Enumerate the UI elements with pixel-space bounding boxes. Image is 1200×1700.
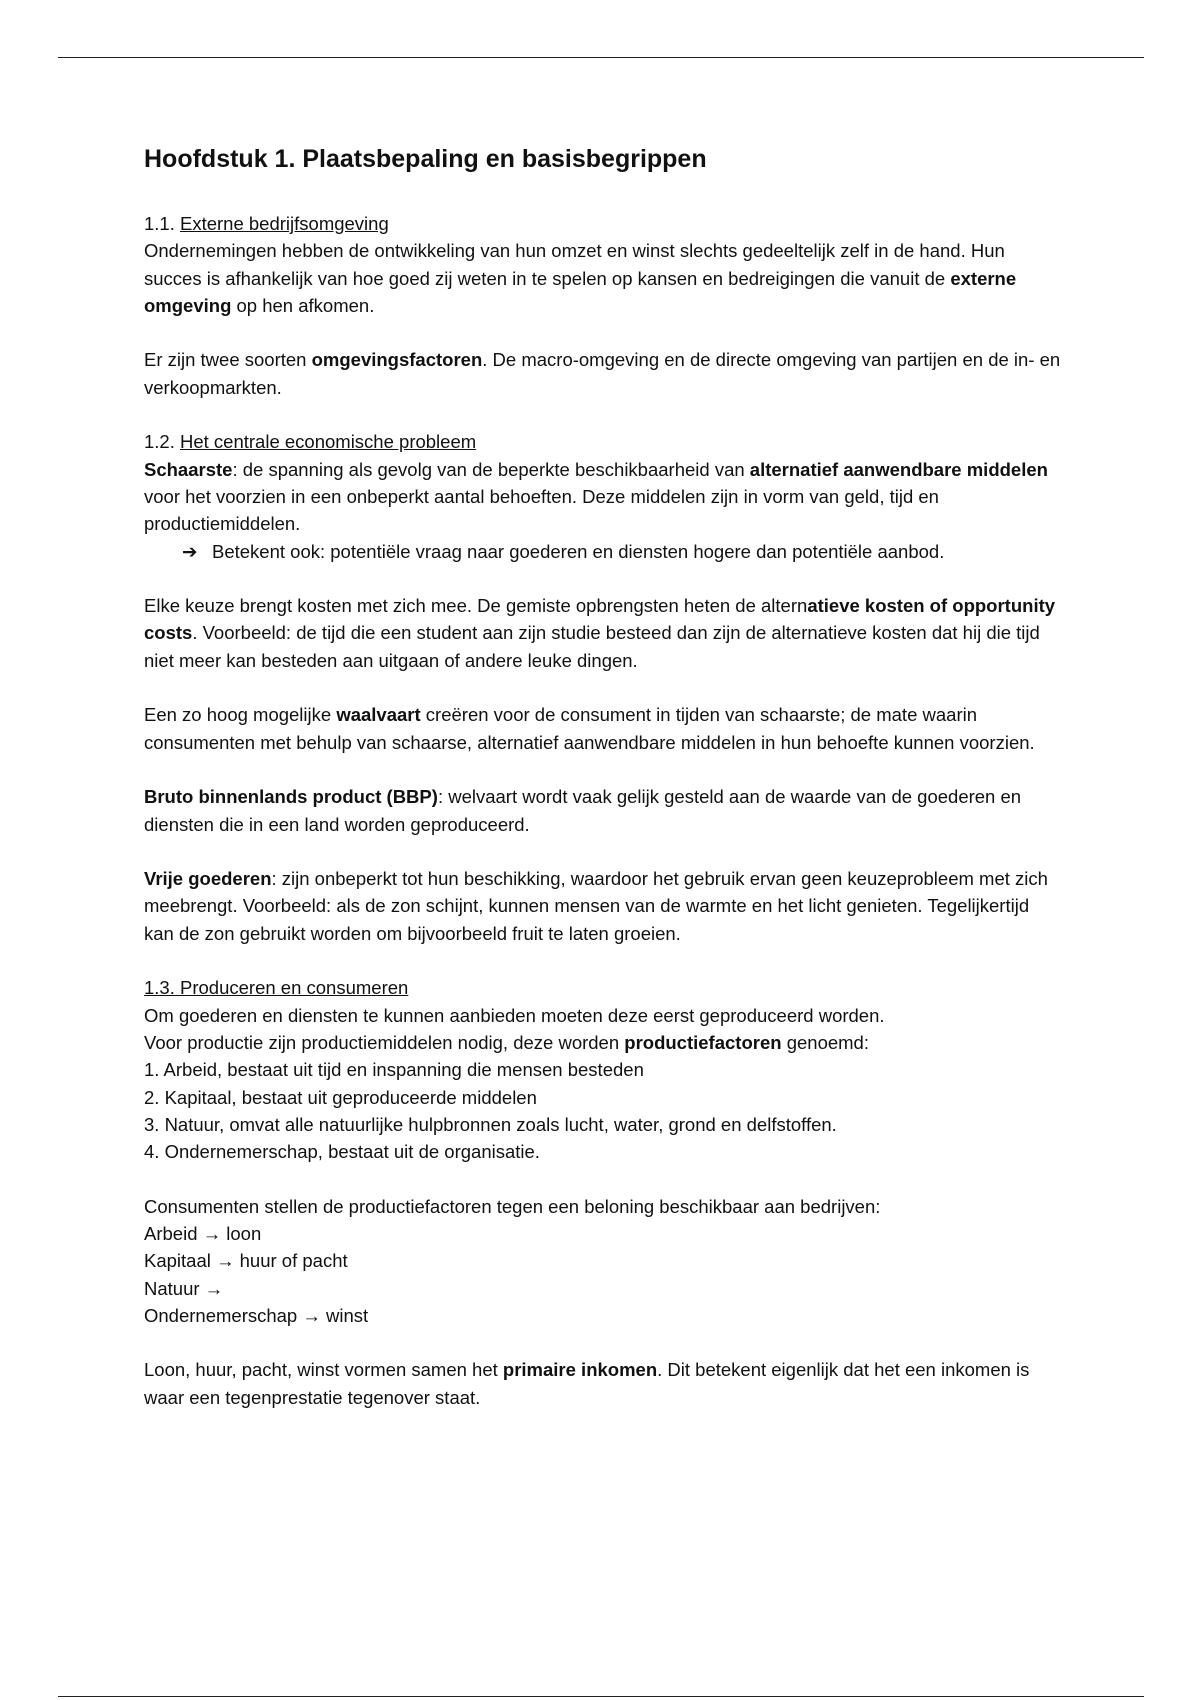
section-1-3	[144, 974, 1064, 1411]
text-run: genoemd:	[781, 1031, 869, 1053]
text-run: Elke keuze brengt kosten met zich mee. De gemiste opbrengsten heten de altern	[144, 595, 808, 617]
bold-term: Vrije goederen	[144, 868, 272, 890]
arrow-bullet	[144, 538, 1064, 565]
section-heading	[144, 428, 1064, 455]
bold-term: Bruto binnenlands product (BBP)	[144, 786, 438, 808]
arrow-icon: →	[202, 1222, 222, 1244]
factor-label: Ondernemerschap	[144, 1304, 298, 1326]
text-run: Loon, huur, pacht, winst vormen samen het	[144, 1359, 503, 1381]
bold-term: atieve kosten of opportunity costs	[144, 595, 1056, 644]
reward-row	[144, 1220, 1064, 1247]
factor-label: Natuur	[144, 1277, 200, 1299]
bold-term: primaire inkomen	[502, 1359, 658, 1381]
paragraph-line	[144, 1029, 1064, 1056]
paragraph	[144, 701, 1064, 756]
reward-label: loon	[226, 1222, 262, 1244]
factor-label: Arbeid	[144, 1222, 198, 1244]
text-run: op hen afkomen.	[231, 294, 375, 316]
paragraph	[144, 1356, 1064, 1411]
list-item: 1. Arbeid, bestaat uit tijd en inspanning die mensen besteden	[144, 1059, 644, 1081]
bold-term: omgevingsfactoren	[311, 349, 483, 371]
chapter-title: Hoofdstuk 1. Plaatsbepaling en basisbegrippen	[144, 145, 707, 173]
paragraph	[144, 237, 1064, 319]
paragraph	[144, 346, 1064, 401]
text-run: . De macro-omgeving en de directe omgeving van partijen en de in- en verkoopmarkten.	[144, 349, 1061, 398]
reward-row	[144, 1247, 1064, 1274]
arrow-icon: →	[302, 1304, 321, 1326]
reward-row	[144, 1275, 1064, 1302]
section-1-1	[144, 210, 1064, 401]
paragraph	[144, 456, 1064, 538]
reward-label: winst	[326, 1304, 369, 1326]
list-item: 3. Natuur, omvat alle natuurlijke hulpbronnen zoals lucht, water, grond en delfstoffen.	[144, 1113, 837, 1135]
text-run: : welvaart wordt vaak gelijk gesteld aan de waarde van de goederen en diensten die in een land worden geproduceerd.	[144, 786, 1022, 835]
bullet-text: Betekent ook: potentiële vraag naar goederen en diensten hogere dan potentiële aanbod.	[212, 540, 945, 562]
text-run: voor het voorzien in een onbeperkt aantal behoeften. Deze middelen zijn in vorm van geld, tijd en productiemiddelen.	[144, 485, 939, 535]
text-run: Er zijn twee soorten	[144, 349, 312, 371]
section-number: 1.1.	[144, 213, 180, 234]
arrow-icon: →	[216, 1250, 235, 1272]
reward-row	[144, 1302, 1064, 1329]
text-run: : zijn onbeperkt tot hun beschikking, waardoor het gebruik ervan geen keuzeprobleem met zich meebrengt. Voorbeeld: als de zon schijnt, kunnen mensen van de warmte en het licht genieten. Tegelijkertijd kan de zon gebruikt worden om bijvoorbeeld fruit te laten groeien.	[144, 868, 1048, 944]
section-1-2	[144, 428, 1064, 947]
section-heading	[144, 210, 1064, 237]
paragraph-line: Om goederen en diensten te kunnen aanbieden moeten deze eerst geproduceerd worden.	[144, 1004, 885, 1026]
bold-term: alternatief aanwendbare middelen	[749, 458, 1048, 480]
text-run: Een zo hoog mogelijke	[144, 704, 337, 726]
section-title: Het centrale economische probleem	[180, 431, 477, 453]
arrow-icon: ➔	[182, 540, 198, 562]
rewards-intro: Consumenten stellen de productiefactoren tegen een beloning beschikbaar aan bedrijven:	[144, 1195, 881, 1217]
header-rule	[58, 57, 1144, 58]
text-run: Ondernemingen hebben de ontwikkeling van hun omzet en winst slechts gedeeltelijk zelf in de hand. Hun succes is afhankelijk van hoe goed zij weten in te spelen op kansen en bedreigingen die vanuit de	[144, 240, 1005, 289]
reward-label: huur of pacht	[239, 1250, 348, 1272]
paragraph	[144, 592, 1064, 674]
bold-term: externe omgeving	[144, 267, 1017, 316]
bold-term: waalvaart	[336, 704, 421, 726]
list-item: 2. Kapitaal, bestaat uit geproduceerde middelen	[144, 1086, 537, 1108]
footer-rule	[58, 1696, 1144, 1697]
bold-term: Schaarste	[144, 458, 233, 480]
paragraph	[144, 865, 1064, 947]
text-run: Voor productie zijn productiemiddelen nodig, deze worden	[144, 1031, 625, 1053]
section-title: 1.3. Produceren en consumeren	[144, 977, 409, 999]
bold-term: productiefactoren	[624, 1031, 782, 1053]
paragraph	[144, 783, 1064, 838]
section-number: 1.2.	[144, 431, 180, 453]
arrow-icon: →	[204, 1277, 224, 1299]
section-title: Externe bedrijfsomgeving	[180, 213, 389, 234]
factor-label: Kapitaal	[144, 1250, 211, 1272]
text-run: . Voorbeeld: de tijd die een student aan zijn studie besteed dan zijn de alternatieve kosten dat hij die tijd niet meer kan besteden aan uitgaan of andere leuke dingen.	[144, 622, 1040, 671]
text-run: creëren voor de consument in tijden van schaarste; de mate waarin consumenten met behulp van schaarse, alternatief aanwendbare middelen in hun behoefte kunnen voorzien.	[144, 704, 1035, 753]
text-run: : de spanning als gevolg van de beperkte beschikbaarheid van	[232, 458, 750, 480]
text-run: . Dit betekent eigenlijk dat het een inkomen is waar een tegenprestatie tegenover staat.	[144, 1359, 1030, 1408]
section-heading	[144, 974, 1064, 1001]
list-item: 4. Ondernemerschap, bestaat uit de organisatie.	[144, 1141, 540, 1163]
document-body	[144, 142, 1064, 1438]
